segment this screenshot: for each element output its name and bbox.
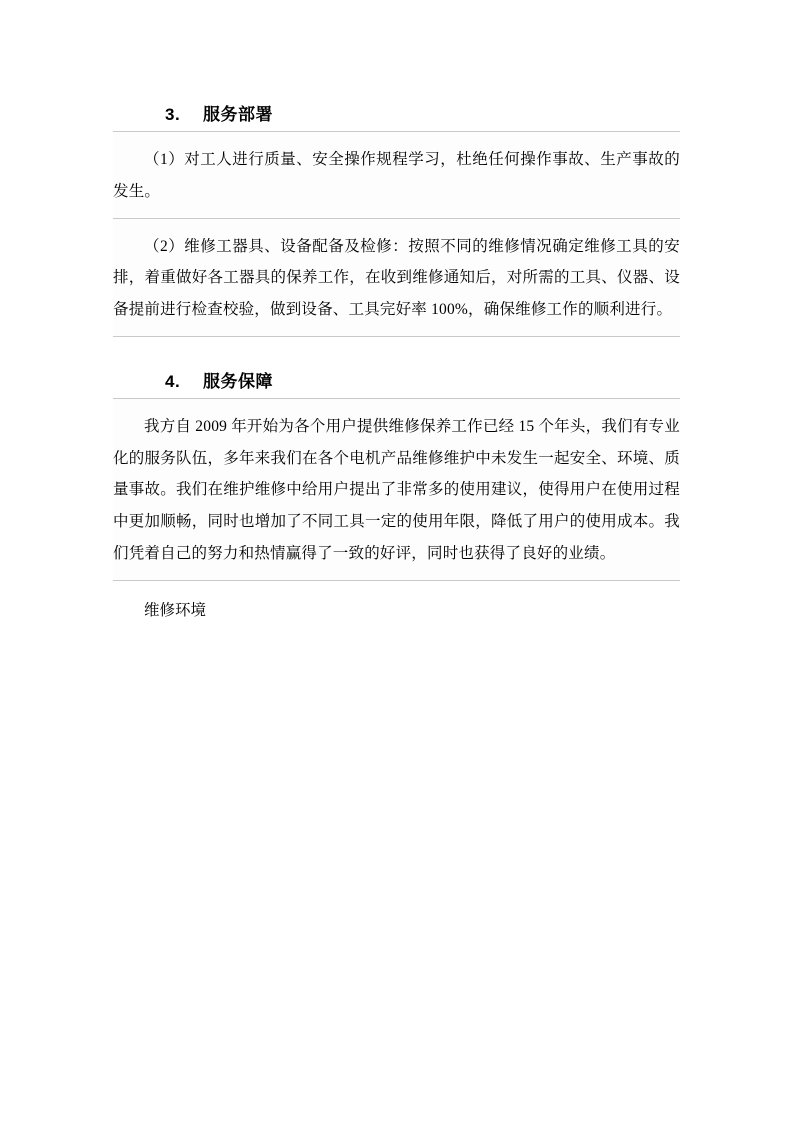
section-heading [113, 367, 680, 392]
section-title: 服务部署 [203, 105, 273, 124]
paragraph: （2）维修工器具、设备配备及检修：按照不同的维修情况确定维修工具的安排，着重做好各工器具的保养工作，在收到维修通知后，对所需的工具、仪器、设备提前进行检查校验，做到设备、工具完好率 100%，确保维修工作的顺利进行。 [113, 237, 680, 319]
paragraph: （1）对工人进行质量、安全操作规程学习，杜绝任何操作事故、生产事故的发生。 [113, 151, 680, 200]
trailing-caption: 维修环境 [144, 601, 207, 619]
section-number: 4. [165, 371, 181, 391]
paragraph-block [113, 131, 680, 219]
section-title: 服务保障 [203, 371, 273, 391]
paragraph-block [113, 219, 680, 337]
section-number: 3. [165, 105, 181, 124]
section-spacer [113, 337, 680, 367]
paragraph-block [113, 398, 680, 581]
section-heading [113, 100, 680, 125]
section-service-deployment [113, 100, 680, 337]
paragraph: 我方自 2009 年开始为各个用户提供维修保养工作已经 15 个年头，我们有专业化的服务队伍，多年来我们在各个电机产品维修维护中未发生一起安全、环境、质量事故。我们在维护维修中给用户提出了非常多的使用建议，使得用户在使用过程中更加顺畅，同时也增加了不同工具一定的使用年限，降低了用户的使用成本。我们凭着自己的努力和热情赢得了一致的好评，同时也获得了良好的业绩。 [113, 417, 680, 562]
section-service-guarantee [113, 367, 680, 627]
